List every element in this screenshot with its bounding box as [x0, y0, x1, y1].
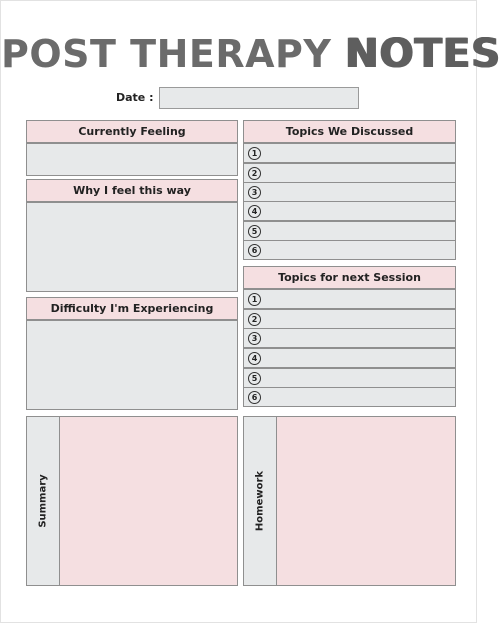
- topics-discussed-row[interactable]: [243, 221, 456, 241]
- topics-discussed-row[interactable]: [243, 201, 456, 221]
- title-accent: NOTES: [345, 31, 501, 77]
- topics-discussed-header: Topics We Discussed: [243, 120, 456, 143]
- currently-feeling-header: Currently Feeling: [26, 120, 238, 143]
- topics-next-row[interactable]: [243, 289, 456, 309]
- summary-field[interactable]: [59, 416, 238, 586]
- date-field[interactable]: [159, 87, 359, 109]
- summary-label: Summary: [37, 474, 49, 528]
- date-label: Date :: [116, 91, 154, 104]
- summary-label-strip: [26, 416, 60, 586]
- homework-label-strip: [243, 416, 277, 586]
- topics-next-header: Topics for next Session: [243, 266, 456, 289]
- number-2-icon: 2: [248, 313, 261, 326]
- number-4-icon: 4: [248, 205, 261, 218]
- number-2-icon: 2: [248, 167, 261, 180]
- number-6-icon: 6: [248, 244, 261, 257]
- homework-label: Homework: [254, 470, 266, 532]
- number-5-icon: 5: [248, 225, 261, 238]
- topics-discussed-row[interactable]: [243, 182, 456, 202]
- currently-feeling-field[interactable]: [26, 143, 238, 176]
- difficulty-header: Difficulty I'm Experiencing: [26, 297, 238, 320]
- topics-next-row[interactable]: [243, 387, 456, 407]
- topics-next-row[interactable]: [243, 328, 456, 348]
- topics-discussed-row[interactable]: [243, 240, 456, 260]
- number-1-icon: 1: [248, 147, 261, 160]
- number-5-icon: 5: [248, 372, 261, 385]
- page-title: [1, 31, 501, 77]
- number-4-icon: 4: [248, 352, 261, 365]
- topics-next-row[interactable]: [243, 348, 456, 368]
- title-main: POST THERAPY: [1, 32, 332, 76]
- why-feel-field[interactable]: [26, 202, 238, 292]
- topics-discussed-row[interactable]: [243, 143, 456, 163]
- topics-next-row[interactable]: [243, 368, 456, 388]
- number-3-icon: 3: [248, 332, 261, 345]
- number-6-icon: 6: [248, 391, 261, 404]
- homework-field[interactable]: [276, 416, 456, 586]
- why-feel-header: Why I feel this way: [26, 179, 238, 202]
- difficulty-field[interactable]: [26, 320, 238, 410]
- number-1-icon: 1: [248, 293, 261, 306]
- topics-discussed-row[interactable]: [243, 163, 456, 183]
- topics-next-row[interactable]: [243, 309, 456, 329]
- number-3-icon: 3: [248, 186, 261, 199]
